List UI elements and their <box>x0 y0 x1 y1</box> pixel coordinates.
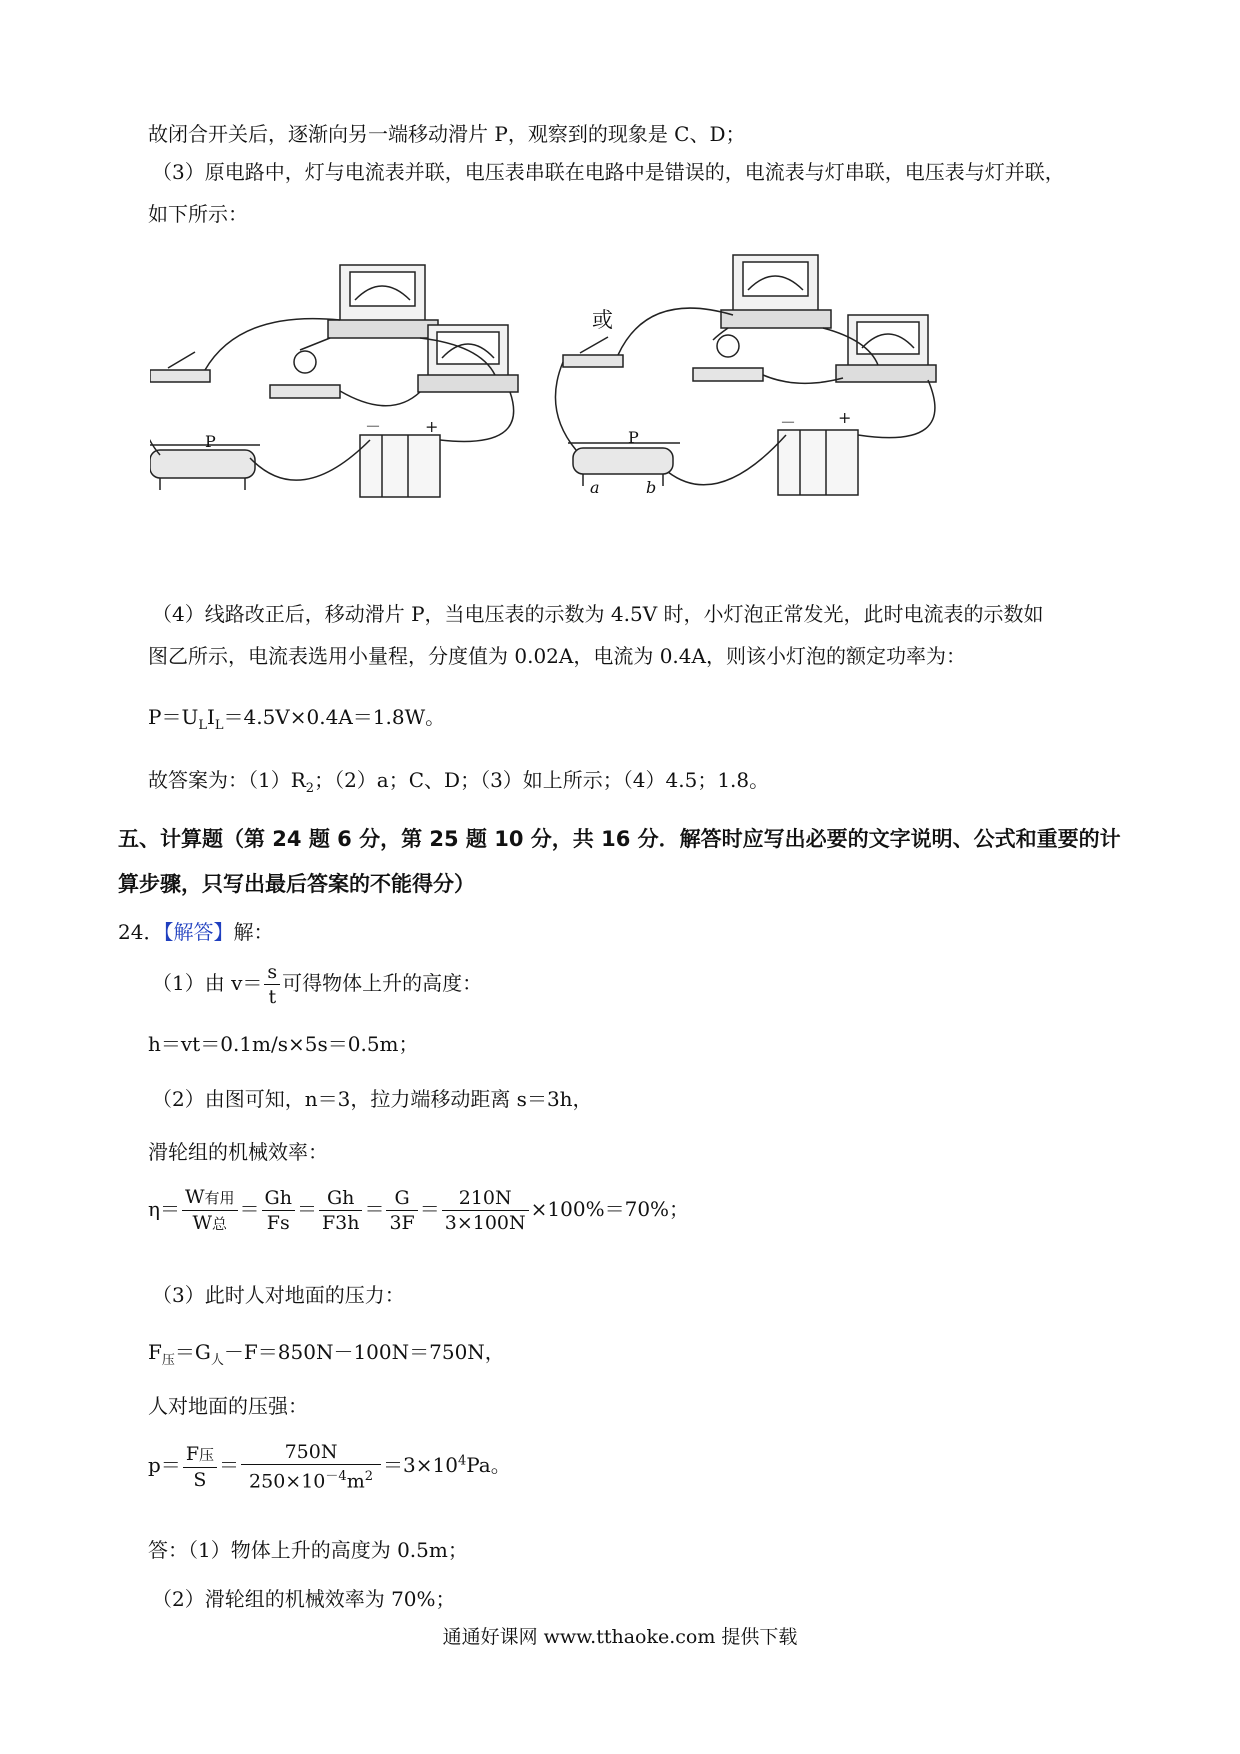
formula-height: h＝vt＝0.1m/s×5s＝0.5m； <box>148 1032 419 1056</box>
text-line: 滑轮组的机械效率： <box>148 1140 328 1164</box>
minus-label-left: － <box>365 417 382 436</box>
plus-label-right: + <box>838 408 852 427</box>
text-line: （3）原电路中，灯与电流表并联，电压表串联在电路中是错误的，电流表与灯串联，电压表与灯并联， <box>152 160 1065 184</box>
minus-label-right: － <box>780 413 797 432</box>
formula-pressure-force: $F_压=G_人-F=850N-100N=750N$， <box>148 1340 505 1368</box>
slider-label-left: P <box>205 432 216 451</box>
plus-label-left: + <box>425 417 439 436</box>
step-3: （3）此时人对地面的压力： <box>152 1283 405 1307</box>
answer-summary: 故答案为：$(1)R_2$；（2）a；C、D；（3）如上所示；（4）4.5；1.8。 <box>148 768 770 796</box>
formula-efficiency: η＝ $\frac{\text{W有用}}{\text{W总}}$ ＝ $\frac{Gh}{Fs}$ ＝ $\frac{Gh}{F3h}$ ＝ $\frac{G}{3F}$ ＝ $\frac{210N}{3\times 100N}$ ×100%＝70%； <box>148 1186 690 1234</box>
text-line: 如下所示： <box>148 202 248 226</box>
circuit-figure <box>150 250 1030 560</box>
text-line: （4）线路改正后，移动滑片 P，当电压表的示数为 4.5V 时，小灯泡正常发光，此时电流表的示数如 <box>152 602 1044 626</box>
answer-1: 答：（1）物体上升的高度为 0.5m； <box>148 1538 468 1562</box>
step-1: （1）由 v＝ $\frac{s}{t}$ 可得物体上升的高度： <box>152 961 483 1008</box>
left-circuit <box>150 265 518 497</box>
answer-tag: 【解答】 <box>163 920 234 944</box>
answer-2: （2）滑轮组的机械效率为 70%； <box>152 1587 456 1611</box>
text-line: 故闭合开关后，逐渐向另一端移动滑片 P，观察到的现象是 C、D； <box>148 122 746 146</box>
end-a-label: a <box>590 478 600 497</box>
step-2: （2）由图可知，n＝3，拉力端移动距离 s＝3h， <box>152 1087 593 1111</box>
end-b-label: b <box>646 478 657 497</box>
formula-pressure: p＝ $\frac{\text{F压}}{S}$ ＝ $\frac{750N}{250\times 10^{-4}m^2}$ $=3\times 10^4Pa$。 <box>148 1441 511 1493</box>
page-footer: 通通好课网 www.tthaoke.com 提供下载 <box>442 1626 798 1648</box>
text-line: 人对地面的压强： <box>148 1394 308 1418</box>
slider-label-right: P <box>628 428 639 447</box>
right-circuit <box>555 255 936 495</box>
formula-power: $P=U_LI_L=4.5V\times 0.4A=1.8W$。 <box>148 705 446 733</box>
section-heading-cont: 算步骤，只写出最后答案的不能得分） <box>118 872 475 896</box>
or-label: 或 <box>592 308 613 332</box>
text-line: 图乙所示，电流表选用小量程，分度值为 0.02A，电流为 0.4A，则该小灯泡的额定功率为： <box>148 644 966 668</box>
question-24: 24．【解答】解： <box>118 920 274 944</box>
section-heading: 五、计算题（第 24 题 6 分，第 25 题 10 分，共 16 分．解答时应写出必要的文字说明、公式和重要的计 <box>118 827 1121 851</box>
